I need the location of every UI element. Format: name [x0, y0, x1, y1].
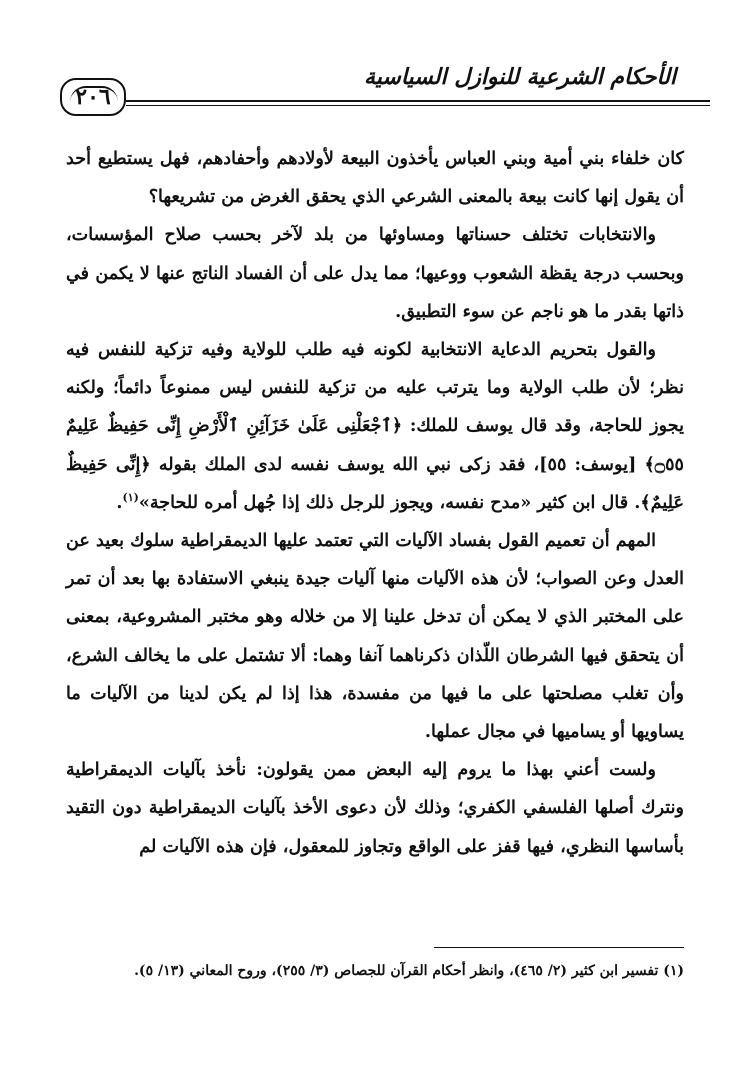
footnote-item: (١) تفسير ابن كثير (٢/ ٤٦٥)، وانظر أحكام القرآن للجصاص (٣/ ٢٥٥)، وروح المعاني (١٣/ ٥). — [134, 963, 684, 979]
paragraph-text: والقول بتحريم الدعاية الانتخابية لكونه فيه طلب للولاية وفيه تزكية للنفس فيه نظر؛ لأن طلب الولاية وما يترتب عليه من تزكية للنفس ليس ممنوعاً دائماً؛ ولكنه يجوز للحاجة، وقد قال يوسف للملك: ﴿ٱجْعَلْنِى عَلَىٰ خَزَآئِنِ ٱلْأَرْضِ إِنِّى حَفِيظٌ عَلِيمٌ ۝٥٥﴾ [يوسف: ٥٥]، فقد زكى نبي الله يوسف نفسه لدى الملك بقوله ﴿إِنِّى حَفِيظٌ عَلِيمٌ﴾. قال ابن كثير «مدح نفسه، ويجوز للرجل ذلك إذا جُهل أمره للحاجة» — [66, 339, 684, 513]
footnotes — [66, 956, 684, 986]
header-rule — [126, 100, 710, 102]
footnote-separator — [434, 947, 684, 948]
paragraph: والانتخابات تختلف حسناتها ومساوئها من بلد لآخر بحسب صلاح المؤسسات، وبحسب درجة يقظة الشعوب ووعيها؛ مما يدل على أن الفساد الناتج عنها لا يكمن في ذاتها بقدر ما هو ناجم عن سوء التطبيق. — [66, 224, 684, 322]
page-number: ٢٠٦ — [75, 84, 111, 110]
header-rule-thin — [126, 105, 710, 106]
ornament-icon — [70, 86, 118, 102]
page-header — [60, 56, 710, 120]
paragraph: كان خلفاء بني أمية وبني العباس يأخذون البيعة لأولادهم وأحفادهم، فهل يستطيع أحد أن يقول إنها كانت بيعة بالمعنى الشرعي الذي يحقق الغرض من تشريعها؟ — [66, 148, 684, 208]
paragraph-with-footnote: والقول بتحريم الدعاية الانتخابية لكونه فيه طلب للولاية وفيه تزكية للنفس فيه نظر؛ لأن طلب الولاية وما يترتب عليه من تزكية للنفس ليس ممنوعاً دائماً؛ ولكنه يجوز للحاجة، وقد قال يوسف للملك: ﴿ٱجْعَلْنِى عَلَىٰ خَزَآئِنِ ٱلْأَرْضِ إِنِّى حَفِيظٌ عَلِيمٌ ۝٥٥﴾ [يوسف: ٥٥]، فقد زكى نبي الله يوسف نفسه لدى الملك بقوله ﴿إِنِّى حَفِيظٌ عَلِيمٌ﴾. قال ابن كثير «مدح نفسه، ويجوز للرجل ذلك إذا جُهل أمره للحاجة»$^{(١)}$. — [66, 339, 684, 513]
page-number-badge — [60, 78, 126, 116]
paragraph: ولست أعني بهذا ما يروم إليه البعض ممن يقولون: نأخذ بآليات الديمقراطية ونترك أصلها الفلسفي الكفري؛ وذلك لأن دعوى الأخذ بآليات الديمقراطية دون التقيد بأساسها النظري، فيها قفز على الواقع وتجاوز للمعقول، فإن هذه الآليات لم — [66, 759, 684, 857]
footnote-reference[interactable]: (١) — [122, 490, 139, 504]
body-text — [66, 140, 684, 866]
running-title: الأحكام الشرعية للنوازل السياسية — [363, 64, 677, 90]
paragraph: المهم أن تعميم القول بفساد الآليات التي تعتمد عليها الديمقراطية سلوك بعيد عن العدل وعن الصواب؛ لأن هذه الآليات منها آليات جيدة ينبغي الاستفادة بها بعد أن تمر على المختبر الذي لا يمكن أن تدخل علينا إلا من خلاله وهو مختبر المشروعية، بمعنى أن يتحقق فيها الشرطان اللّذان ذكرناهما آنفا وهما: ألا تشتمل على ما يخالف الشرع، وأن تغلب مصلحتها على ما فيها من مفسدة، هذا إذا لم يكن لدينا من الآليات ما يساويها أو يساميها في مجال عملها. — [66, 530, 684, 743]
